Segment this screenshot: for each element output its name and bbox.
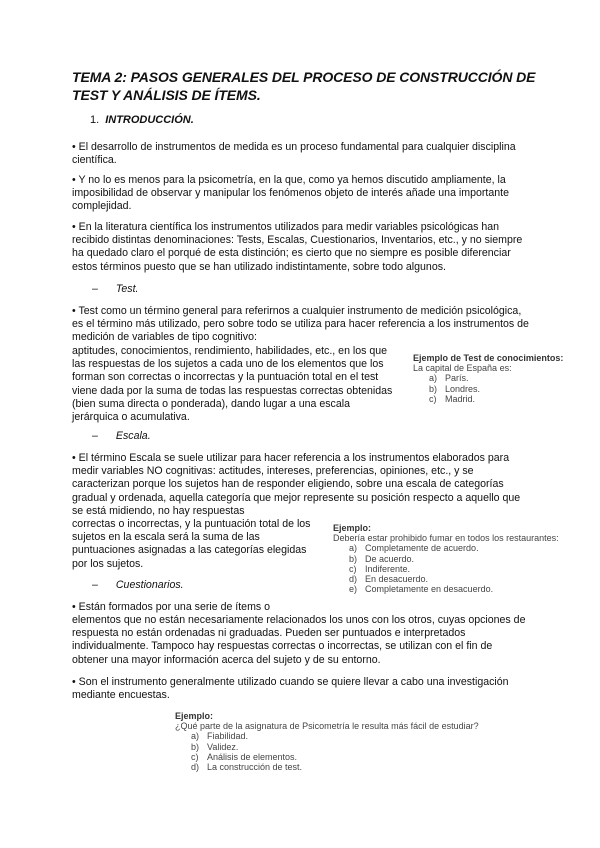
- subheading-cuestionarios-label: Cuestionarios.: [115, 579, 184, 591]
- escala-paragraph-b: correctas o incorrectas, y la puntuación total de los sujetos en la escala será la suma de las puntuaciones asignadas a las categorías elegidas por los sujetos.: [72, 518, 311, 570]
- test-example: [413, 353, 563, 404]
- subheading-escala: – Escala.: [92, 430, 151, 442]
- paragraph-2: • Y no lo es menos para la psicometría, en la que, como ya hemos discutido ampliamente, la imposibilidad de observar y manipular los fenómenos objeto de interés añade una importante complejidad.: [72, 174, 509, 213]
- cuestionarios-example: [175, 711, 479, 772]
- cuestionarios-paragraph-a: • Están formados por una serie de ítems o: [72, 601, 271, 613]
- subheading-cuestionarios: – Cuestionarios.: [92, 579, 184, 591]
- option: b) De acuerdo.: [349, 553, 415, 564]
- test-example-question: La capital de España es:: [413, 363, 512, 374]
- escala-example: [333, 523, 559, 594]
- test-example-heading: Ejemplo de Test de conocimientos:: [413, 353, 564, 363]
- option: a) París.: [429, 373, 469, 384]
- option: c) Indiferente.: [349, 563, 411, 574]
- document-title: TEMA 2: PASOS GENERALES DEL PROCESO DE CONSTRUCCIÓN DE TEST Y ANÁLISIS DE ÍTEMS.: [72, 69, 536, 103]
- option: d) La construcción de test.: [191, 762, 303, 773]
- option: b) Londres.: [429, 383, 481, 394]
- cuestionarios-paragraph-c: • Son el instrumento generalmente utilizado cuando se quiere llevar a cabo una investigación mediante encuestas.: [72, 676, 509, 702]
- cuestionarios-paragraph-b: elementos que no están necesariamente relacionados los unos con los otros, cuyas opciones de respuesta no están ordenadas ni graduadas. Pueden ser puntuados e interpretados individualmente. Tampoco hay respuestas correctas o incorrectas, se utilizan con el fin de obtener una mayor información acerca del sujeto y de su entorno.: [72, 614, 526, 666]
- test-paragraph-a: • Test como un término general para referirnos a cualquier instrumento de medición psicológica, es el término más utilizado, pero sobre todo se utiliza para hacer referencia a los instrumentos de medición de variables de tipo cognitivo:: [72, 305, 529, 344]
- paragraph-1: • El desarrollo de instrumentos de medida es un proceso fundamental para cualquier disciplina científica.: [72, 141, 516, 167]
- subheading-test: – Test.: [92, 283, 139, 295]
- subheading-escala-label: Escala.: [115, 430, 151, 442]
- section-number: 1.: [90, 114, 100, 126]
- option: c) Madrid.: [429, 393, 476, 404]
- section-label: INTRODUCCIÓN.: [105, 114, 194, 126]
- option: d) En desacuerdo.: [349, 574, 429, 585]
- paragraph-3: • En la literatura científica los instrumentos utilizados para medir variables psicológicas han recibido distintas denominaciones: Tests, Escalas, Cuestionarios, Inventarios, etc., y no siempre ha quedado claro el porqué de esta distinción; es cierto que no siempre es posible diferenciar estos términos puesto que se han utilizado indistintamente, sobre todo algunos.: [72, 221, 523, 273]
- escala-paragraph-a: • El término Escala se suele utilizar para hacer referencia a los instrumentos elaborados para medir variables NO cognitivas: actitudes, intereses, preferencias, opiniones, etc., y se caracterizan porque los sujetos han de responder eligiendo, sobre una escala de categorías gradual y ordenada, aquella categoría que mejor represente su posición respecto a aquello que se está midiendo, no hay respuestas: [72, 452, 521, 517]
- option: a) Completamente de acuerdo.: [349, 543, 479, 554]
- cuestionarios-example-heading: Ejemplo:: [175, 711, 214, 721]
- section-heading: [90, 114, 194, 126]
- subheading-test-label: Test.: [115, 283, 139, 295]
- escala-example-heading: Ejemplo:: [333, 523, 372, 533]
- option: c) Análisis de elementos.: [191, 751, 298, 762]
- option: a) Fiabilidad.: [191, 731, 249, 742]
- cuestionarios-example-question: ¿Qué parte de la asignatura de Psicometría le resulta más fácil de estudiar?: [175, 721, 479, 732]
- escala-example-question: Debería estar prohibido fumar en todos los restaurantes:: [333, 533, 559, 544]
- test-paragraph-b: aptitudes, conocimientos, rendimiento, habilidades, etc., en los que las respuestas de los sujetos a cada uno de los elementos que los forman son correctas o incorrectas y la puntuación total en el test viene dada por la suma de todas las respuestas correctas obtenidas (bien suma directa o ponderada), dando lugar a una escala jerárquica o acumulativa.: [72, 345, 393, 424]
- option: e) Completamente en desacuerdo.: [349, 584, 494, 595]
- option: b) Validez.: [191, 741, 239, 752]
